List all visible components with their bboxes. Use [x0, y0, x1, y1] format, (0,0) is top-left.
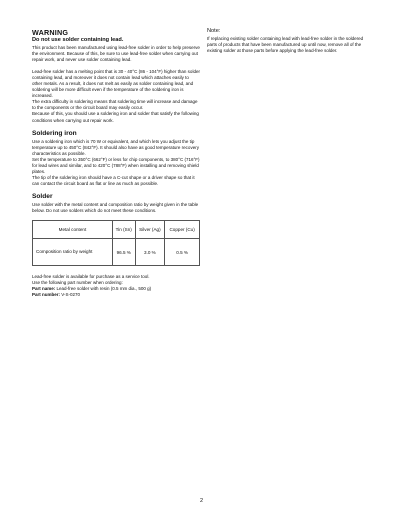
table-cell-copper: 0.5 %: [165, 239, 200, 266]
table-row: [33, 239, 200, 266]
warning-paragraph-3: The extra difficulty in soldering means that soldering time will increase and damage to the components or the circuit board may easily occur.: [32, 99, 198, 111]
table-header-cell: Silver (Ag): [135, 221, 165, 239]
table-header-cell: Metal content: [33, 221, 113, 239]
soldering-iron-paragraph-2: Set the temperature to 350°C (662°F) or less for chip components, to 380°C (716°F) for lead wires and similar, and to 420°C (788°F) when installing and removing shield plates.: [32, 156, 200, 174]
part-number-value: V-S-0270: [61, 292, 81, 298]
warning-paragraph-4: Because of this, you should use a soldering iron and solder that satisfy the following conditions when carrying out repair work.: [32, 111, 199, 123]
soldering-iron-paragraph-3: The tip of the soldering iron should have a C-cut shape or a driver shape so that it can contact the circuit board as flat or line as much as possible.: [32, 174, 195, 186]
table-header-row: [33, 221, 200, 239]
table-header-cell: Copper (Cu): [165, 221, 200, 239]
service-tool-info: [32, 274, 200, 298]
note-title: Note:: [207, 28, 221, 34]
soldering-iron-heading: Soldering iron: [32, 129, 77, 137]
left-column: [32, 28, 200, 298]
part-number-line: [32, 292, 200, 298]
table-row-label: Composition ratio by weight: [33, 239, 113, 266]
warning-paragraph-1: This product has been manufactured using lead-free solder in order to help preserve the environment. Because of this, be sure to use lead-free solder when carrying out repair work, and never use solder containing lead.: [32, 45, 200, 63]
note-text: If replacing existing solder containing lead with lead-free solder in the soldered parts of products that have been manufactured up until now, remove all of the existing solder at those parts before applying the lead-free solder.: [207, 36, 364, 54]
table-header-cell: Tin (Sn): [112, 221, 135, 239]
warning-subtitle: Do not use solder containing lead.: [32, 37, 124, 43]
part-number-label: Part number:: [32, 292, 61, 298]
service-tool-line-1: Lead-free solder is available for purchase as a service tool.: [32, 274, 150, 280]
page-number: 2: [200, 498, 204, 504]
warning-paragraph-2: Lead-free solder has a melting point that is 30 - 40°C (86 - 104°F) higher than solder containing lead, and moreover it does not contain lead which attaches easily to other metals. As a result, it does not melt as easily as solder containing lead, and soldering will be more difficult even if the temperature of the soldering iron is increased.: [32, 69, 200, 99]
right-column: [207, 28, 372, 60]
part-name-value: Lead-free solder with resin (0.5 mm dia., 500 g): [56, 286, 152, 292]
table-cell-tin: 96.5 %: [112, 239, 135, 266]
solder-composition-table: [32, 220, 200, 266]
part-name-label: Part name:: [32, 286, 56, 292]
solder-paragraph-1: Use solder with the metal content and composition ratio by weight given in the table below. Do not use solders which do not meet these conditions.: [32, 201, 199, 213]
service-tool-line-2: Use the following part number when ordering:: [32, 280, 123, 286]
solder-heading: Solder: [32, 192, 53, 200]
soldering-iron-paragraph-1: Use a soldering iron which is 70 W or equivalent, and which lets you adjust the tip temperature up to 450°C (842°F). It should also have as good temperature recovery characteristics as possible.: [32, 138, 199, 156]
table-cell-silver: 3.0 %: [135, 239, 165, 266]
warning-title: WARNING: [32, 28, 69, 37]
